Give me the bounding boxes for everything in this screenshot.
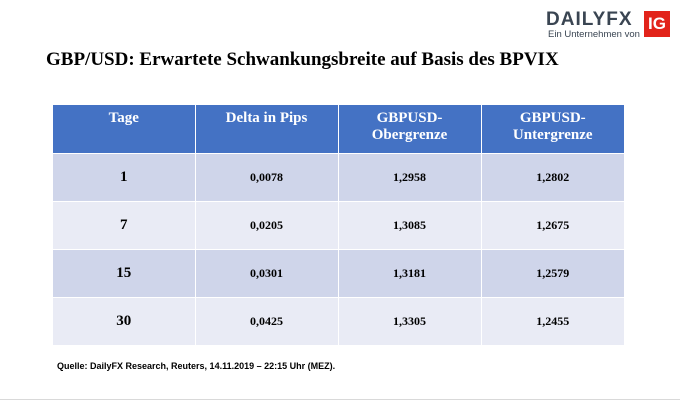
source-note: Quelle: DailyFX Research, Reuters, 14.11.2019 – 22:15 Uhr (MEZ). [57,361,336,371]
table-row [53,298,624,346]
cell-untergrenze: 1,2802 [481,154,624,202]
cell-untergrenze: 1,2455 [481,298,624,346]
cell-tage: 15 [53,250,195,298]
cell-tage: 1 [53,154,195,202]
header-tage: Tage [53,105,195,154]
cell-obergrenze: 1,3181 [338,250,481,298]
bottom-divider [0,399,680,400]
logo-tagline: Ein Unternehmen von [548,29,640,40]
cell-untergrenze: 1,2675 [481,202,624,250]
table-row [53,250,624,298]
table-row [53,154,624,202]
dailyfx-logo [546,8,670,40]
cell-delta: 0,0078 [195,154,338,202]
cell-obergrenze: 1,3305 [338,298,481,346]
header-untergrenze: GBPUSD- Untergrenze [481,105,624,154]
volatility-table [53,105,624,345]
table-row [53,202,624,250]
cell-untergrenze: 1,2579 [481,250,624,298]
header-delta: Delta in Pips [195,105,338,154]
cell-tage: 30 [53,298,195,346]
cell-obergrenze: 1,2958 [338,154,481,202]
table-header-row [53,105,624,154]
cell-delta: 0,0205 [195,202,338,250]
header-obergrenze: GBPUSD- Obergrenze [338,105,481,154]
page-title: GBP/USD: Erwartete Schwankungsbreite auf Basis des BPVIX [46,49,559,70]
cell-delta: 0,0301 [195,250,338,298]
cell-tage: 7 [53,202,195,250]
cell-obergrenze: 1,3085 [338,202,481,250]
ig-badge-icon: IG [644,11,670,37]
cell-delta: 0,0425 [195,298,338,346]
logo-brand: DAILYFX [546,9,633,30]
